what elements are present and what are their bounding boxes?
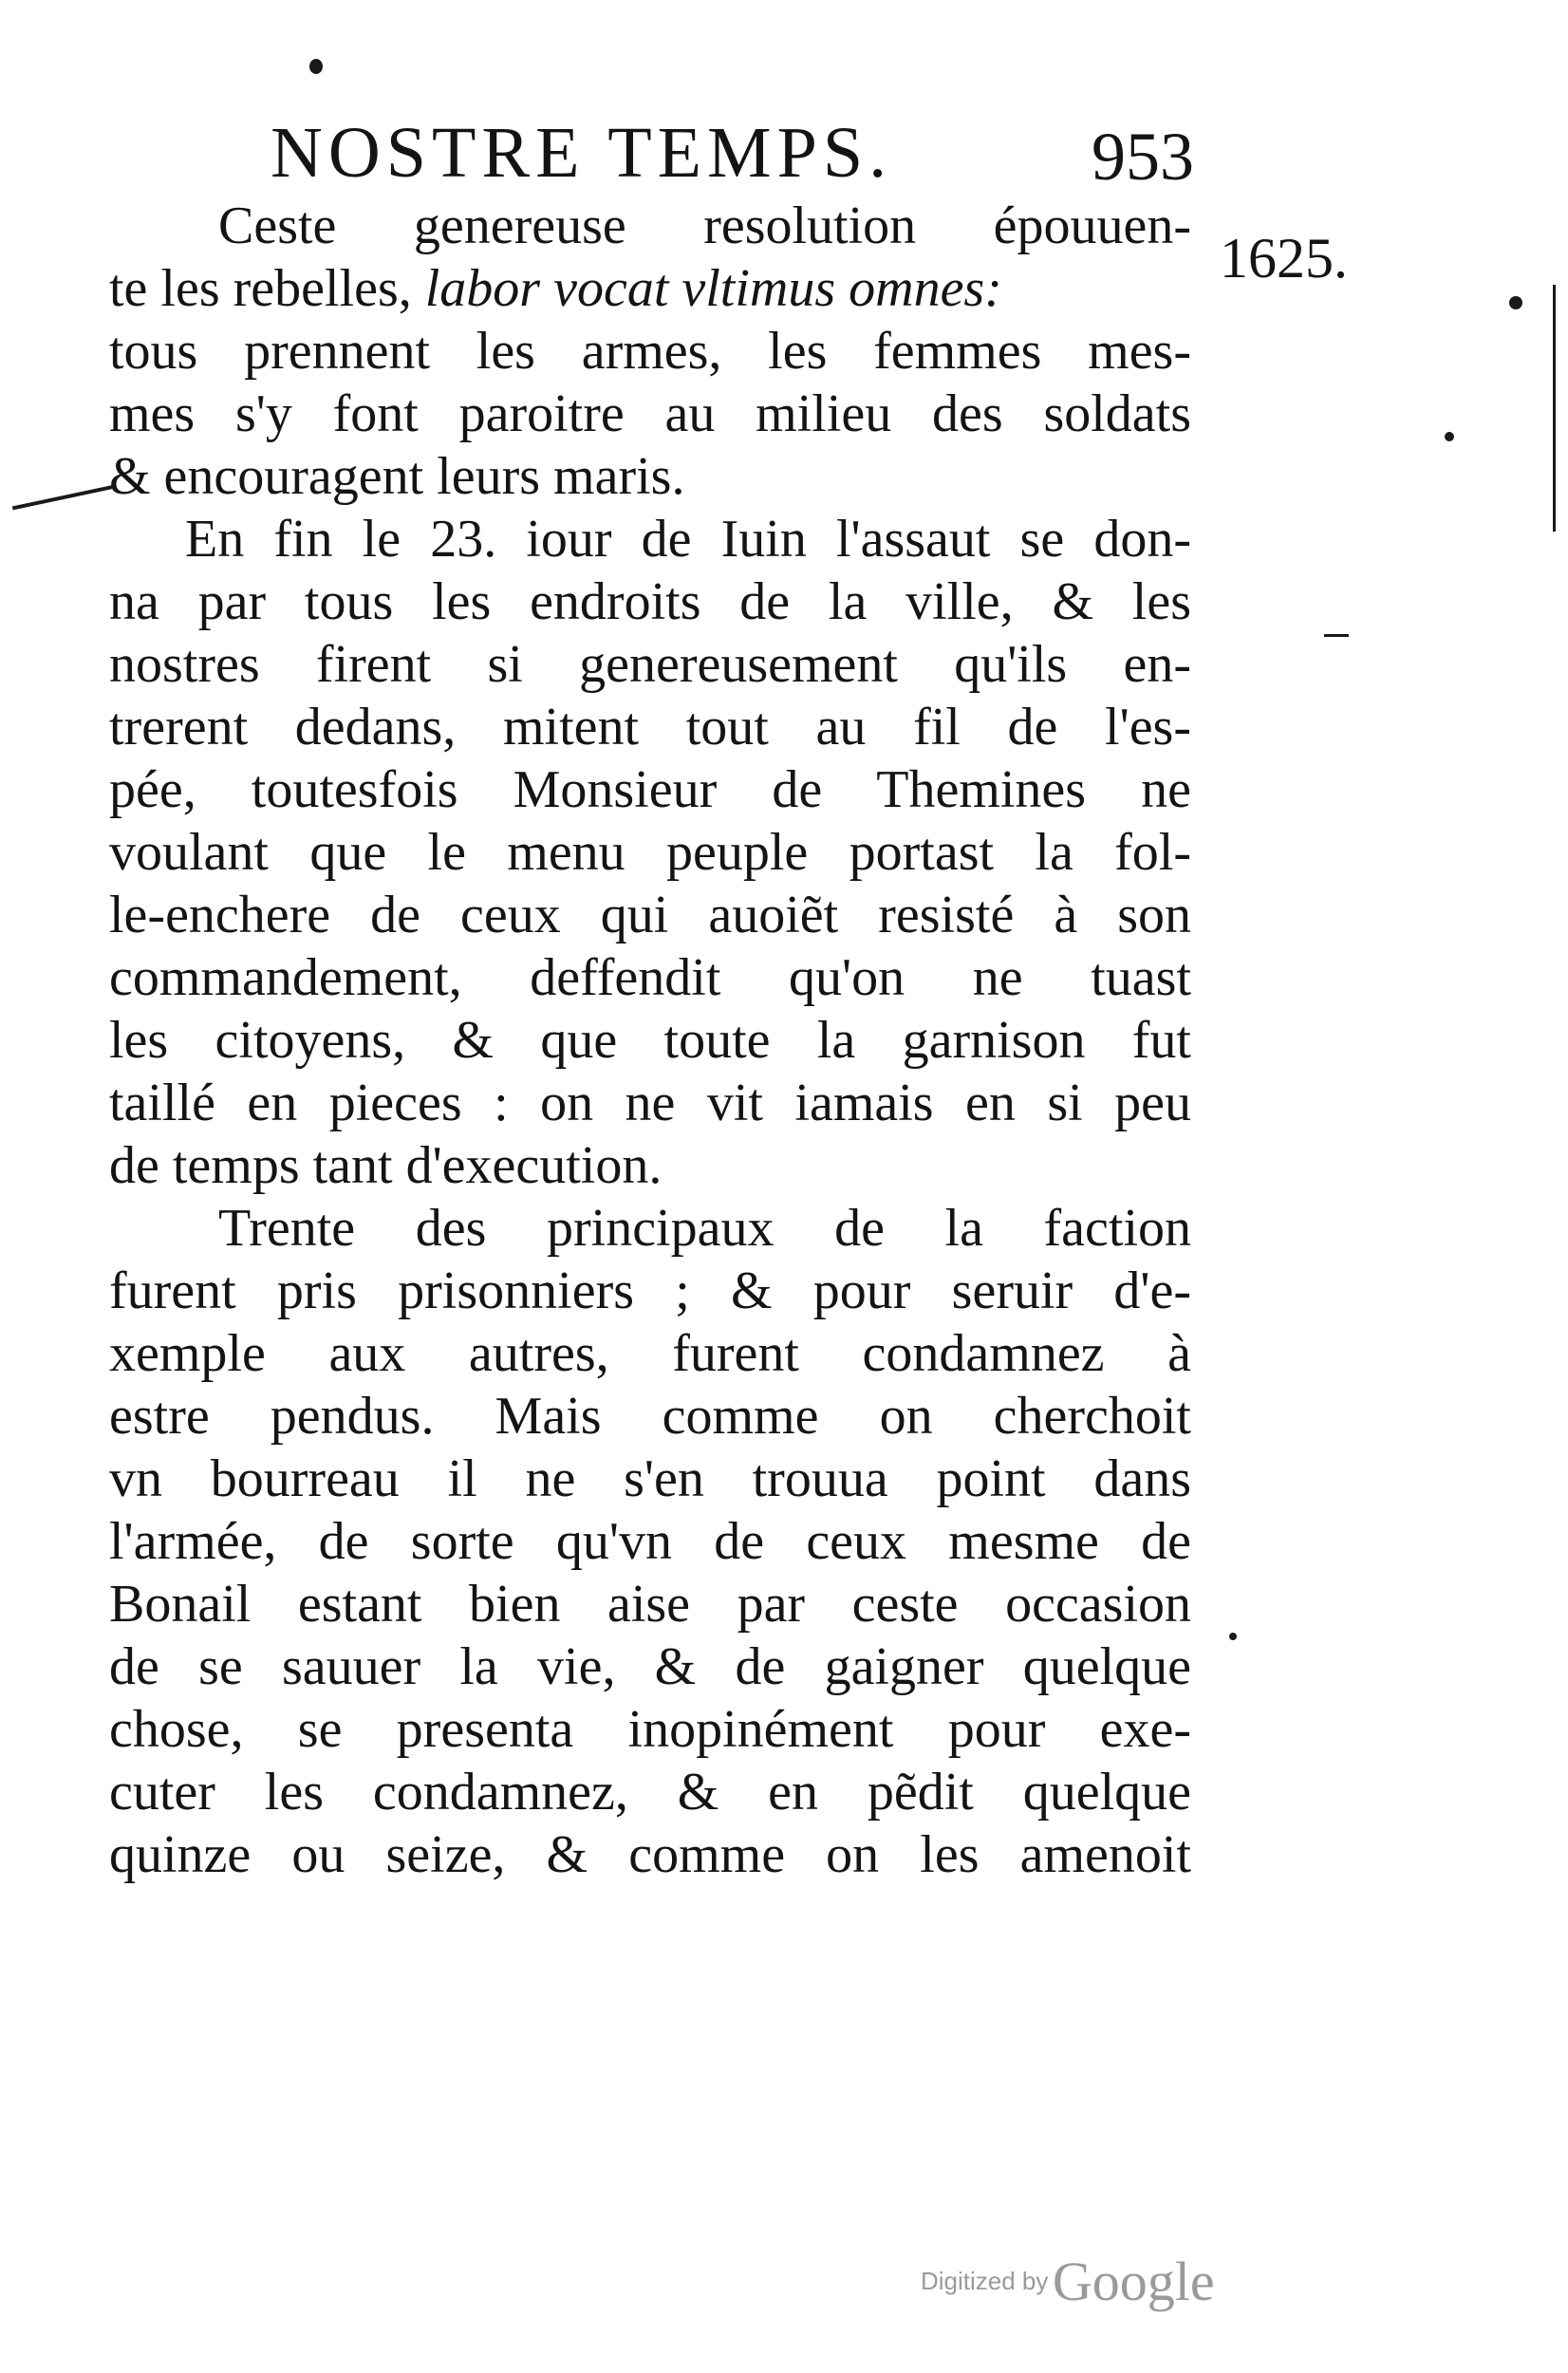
latin-quote: labor vocat vltimus omnes:: [424, 259, 1002, 318]
margin-note-year: 1625.: [1220, 227, 1348, 290]
text-line: les citoyens, & que toute la garnison fut: [109, 1011, 1191, 1070]
margin-pen-mark: [12, 485, 115, 511]
text-line-with-quote: [109, 257, 1191, 320]
text-line: na par tous les endroits de la ville, & les: [109, 572, 1191, 631]
text-line: Bonail estant bien aise par ceste occasion: [109, 1575, 1191, 1634]
text-line: de temps tant d'execution.: [109, 1136, 663, 1195]
text-line: & encouragent leurs maris.: [109, 447, 685, 506]
text-line: estre pendus. Mais comme on cherchoit: [109, 1387, 1191, 1446]
ink-speck: [1445, 432, 1454, 441]
text-line: le-enchere de ceux qui auoiẽt resisté à son: [109, 886, 1191, 944]
text-line: voulant que le menu peuple portast la fol-: [109, 823, 1191, 882]
ink-speck: [1509, 296, 1522, 309]
digitized-by-google-watermark: [921, 2250, 1215, 2313]
text-line: vn bourreau il ne s'en trouua point dans: [109, 1449, 1191, 1508]
text-line: commandement, deffendit qu'on ne tuast: [109, 948, 1191, 1007]
margin-rule: [1553, 285, 1556, 532]
text-line: chose, se presenta inopinément pour exe-: [109, 1700, 1191, 1759]
watermark-prefix: Digitized by: [921, 2267, 1049, 2295]
text-line: de se sauuer la vie, & de gaigner quelque: [109, 1637, 1191, 1696]
ink-speck: [1229, 1633, 1237, 1640]
google-logo-text: Google: [1052, 2251, 1215, 2312]
text-line: Ceste genereuse resolution épouuen-: [218, 196, 1191, 255]
ink-speck: [309, 59, 323, 74]
text-line: nostres firent si genereusement qu'ils en-: [109, 635, 1191, 694]
text-line: En fin le 23. iour de Iuin l'assaut se don-: [185, 510, 1191, 569]
page-number: 953: [1092, 119, 1194, 195]
text-line: xemple aux autres, furent condamnez à: [109, 1324, 1191, 1383]
text-line: tous prennent les armes, les femmes mes-: [109, 322, 1191, 381]
text-line: pée, toutesfois Monsieur de Themines ne: [109, 760, 1191, 819]
text-line: cuter les condamnez, & en pẽdit quelque: [109, 1763, 1191, 1822]
text-line: trerent dedans, mitent tout au fil de l'es-: [109, 698, 1191, 757]
text-line: l'armée, de sorte qu'vn de ceux mesme de: [109, 1512, 1191, 1571]
running-head: NOSTRE TEMPS.: [271, 113, 893, 193]
text-line: furent pris prisonniers ; & pour seruir d'e-: [109, 1261, 1191, 1320]
margin-dash: [1324, 634, 1349, 637]
text-line: mes s'y font paroitre au milieu des soldats: [109, 384, 1191, 443]
text-line: taillé en pieces : on ne vit iamais en si peu: [109, 1074, 1191, 1132]
text-line: quinze ou seize, & comme on les amenoit: [109, 1825, 1191, 1884]
text-line: Trente des principaux de la faction: [218, 1199, 1191, 1258]
text-line: te les rebelles,: [109, 259, 425, 318]
body-text: [109, 195, 1191, 1886]
